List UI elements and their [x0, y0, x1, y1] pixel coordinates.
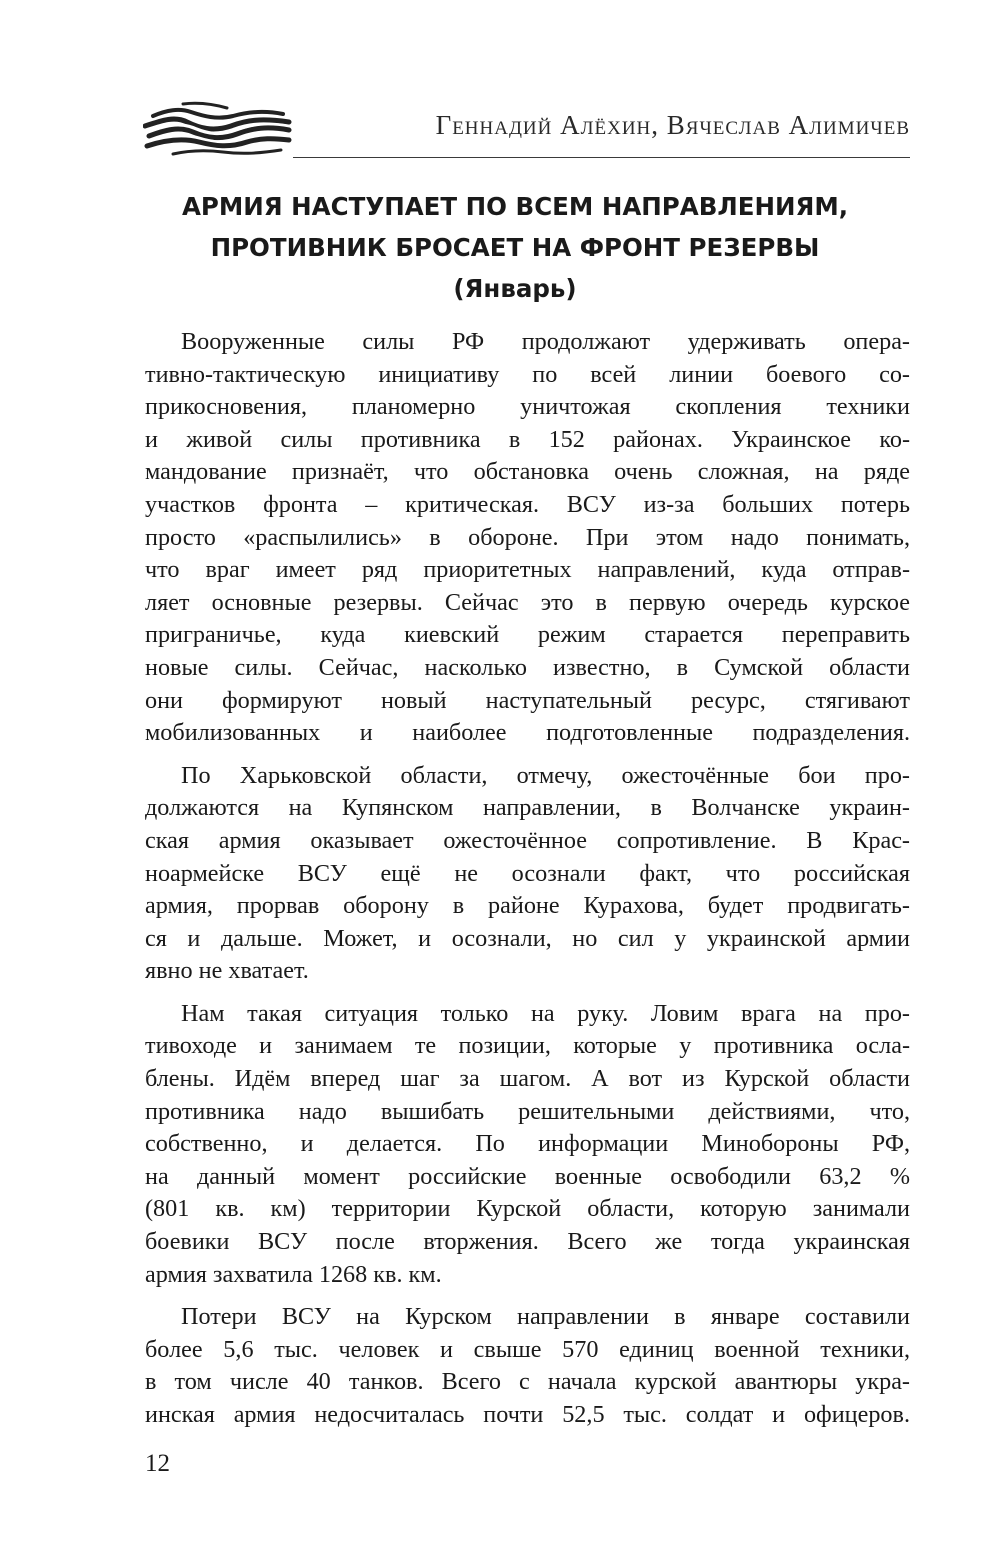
article-title: [120, 186, 910, 309]
text-line: новые силы. Сейчас, насколько известно, в Сумской области: [145, 653, 910, 681]
text-line: Нам такая ситуация только на руку. Ловим врага на про-: [181, 999, 910, 1027]
header-divider: [293, 157, 910, 158]
text-line: мобилизованных и наиболее подготовленные подразделения.: [145, 719, 910, 747]
title-line: ПРОТИВНИК БРОСАЕТ НА ФРОНТ РЕЗЕРВЫ: [210, 233, 820, 262]
text-line: мандование признаёт, что обстановка очень сложная, на ряде: [145, 458, 910, 486]
paragraph: [145, 760, 910, 988]
title-subtitle-month: (Январь): [453, 274, 577, 303]
page-number: 12: [145, 1450, 170, 1477]
text-line: (801 кв. км) территории Курской области, которую занимали: [145, 1195, 910, 1223]
text-line: просто «распылились» в обороне. При этом надо понимать,: [145, 523, 910, 551]
text-line: явно не хватает.: [145, 957, 309, 985]
text-line: армия захватила 1268 кв. км.: [145, 1260, 442, 1288]
text-line: участков фронта – критическая. ВСУ из-за больших потерь: [145, 490, 910, 518]
text-line: армия, прорвав оборону в районе Курахова, будет продвигать-: [145, 892, 910, 920]
text-line: тивно-тактическую инициативу по всей линии боевого со-: [145, 360, 910, 388]
paragraph: [145, 998, 910, 1291]
text-line: прикосновения, планомерно уничтожая скопления техники: [145, 393, 910, 421]
title-line: АРМИЯ НАСТУПАЕТ ПО ВСЕМ НАПРАВЛЕНИЯМ,: [181, 192, 849, 221]
text-line: ся и дальше. Может, и осознали, но сил у украинской армии: [145, 924, 910, 952]
article-body: [145, 326, 910, 1442]
text-line: противника надо вышибать решительными действиями, что,: [145, 1097, 910, 1125]
paragraph: [145, 326, 910, 750]
text-line: приграничье, куда киевский режим старается переправить: [145, 621, 910, 649]
text-line: По Харьковской области, отмечу, ожесточённые бои про-: [181, 761, 910, 789]
running-header-authors: Геннадий Алёхин, Вячеслав Алимичев: [435, 110, 910, 140]
text-line: ноармейске ВСУ ещё не осознали факт, что российская: [145, 859, 910, 887]
text-line: более 5,6 тыс. человек и свыше 570 единиц военной техники,: [145, 1335, 910, 1363]
text-line: на данный момент российские военные освободили 63,2 %: [145, 1162, 910, 1190]
text-line: в том числе 40 танков. Всего с начала курской авантюры укра-: [145, 1368, 910, 1396]
text-line: ляет основные резервы. Сейчас это в первую очередь курское: [145, 588, 910, 616]
text-line: инская армия недосчиталась почти 52,5 тыс. солдат и офицеров.: [145, 1401, 910, 1428]
running-header: [143, 96, 910, 162]
text-line: Потери ВСУ на Курском направлении в январе составили: [181, 1303, 910, 1331]
ribbon-logo-icon: [143, 96, 293, 160]
text-line: ская армия оказывает ожесточённое сопротивление. В Крас-: [145, 826, 910, 854]
text-line: блены. Идём вперед шаг за шагом. А вот из Курской области: [145, 1065, 910, 1093]
text-line: боевики ВСУ после вторжения. Всего же тогда украинская: [145, 1228, 910, 1256]
text-line: и живой силы противника в 152 районах. Украинское ко-: [145, 425, 910, 453]
text-line: что враг имеет ряд приоритетных направлений, куда отправ-: [145, 556, 910, 584]
text-line: Вооруженные силы РФ продолжают удерживать опера-: [181, 328, 910, 355]
text-line: тивоходе и занимаем те позиции, которые у противника осла-: [145, 1032, 910, 1060]
text-line: должаются на Купянском направлении, в Волчанске украин-: [145, 794, 910, 822]
paragraph: [145, 1301, 910, 1431]
text-line: собственно, и делается. По информации Минобороны РФ,: [145, 1130, 910, 1158]
text-line: они формируют новый наступательный ресурс, стягивают: [145, 686, 910, 714]
